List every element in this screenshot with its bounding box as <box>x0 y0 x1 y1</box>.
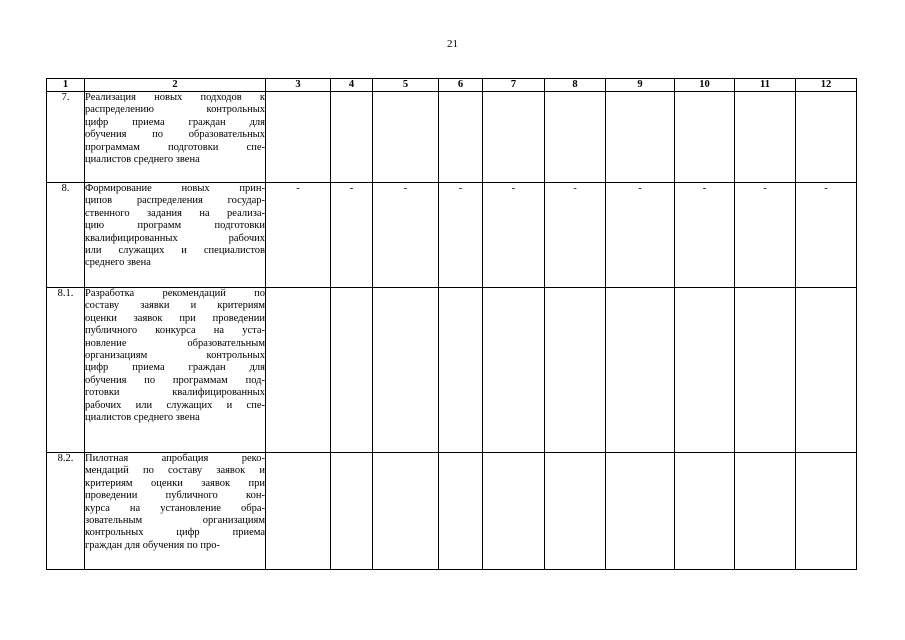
column-header: 12 <box>796 79 857 92</box>
value-cell: - <box>545 183 606 288</box>
value-cell <box>373 92 439 183</box>
row-description <box>85 288 266 453</box>
table-row <box>47 453 857 570</box>
page-number: 21 <box>447 38 458 50</box>
value-cell <box>545 288 606 453</box>
description-line: ственного задания на реализа- <box>85 207 265 219</box>
value-cell <box>331 92 373 183</box>
column-header: 9 <box>606 79 675 92</box>
value-cell <box>483 288 545 453</box>
row-description <box>85 453 266 570</box>
value-cell <box>675 92 735 183</box>
column-header: 7 <box>483 79 545 92</box>
value-cell <box>606 92 675 183</box>
description-line: Пилотная апробация реко- <box>85 453 265 464</box>
description-line: распределению контрольных <box>85 104 265 116</box>
description-line: цию программ подготовки <box>85 220 265 232</box>
description-line: рабочих или служащих и спе- <box>85 399 265 411</box>
column-header: 5 <box>373 79 439 92</box>
value-cell: - <box>606 183 675 288</box>
value-cell <box>266 453 331 570</box>
value-cell: - <box>735 183 796 288</box>
value-cell: - <box>675 183 735 288</box>
value-cell: - <box>796 183 857 288</box>
description-line: или служащих и специалистов <box>85 245 265 257</box>
description-line: готовки квалифицированных <box>85 387 265 399</box>
description-line: критериям оценки заявок при <box>85 477 265 489</box>
description-line: квалифицированных рабочих <box>85 232 265 244</box>
value-cell <box>331 453 373 570</box>
value-cell <box>266 288 331 453</box>
value-cell <box>483 453 545 570</box>
value-cell <box>483 92 545 183</box>
description-line: мендаций по составу заявок и <box>85 465 265 477</box>
description-line: зовательным организациям <box>85 515 265 527</box>
value-cell <box>266 92 331 183</box>
description-line: оценки заявок при проведении <box>85 312 265 324</box>
row-number: 8.2. <box>47 453 85 570</box>
value-cell: - <box>439 183 483 288</box>
row-description <box>85 92 266 183</box>
description-line: контрольных цифр приема <box>85 527 265 539</box>
description-line: циалистов среднего звена <box>85 154 200 166</box>
value-cell <box>735 92 796 183</box>
row-number: 8. <box>47 183 85 288</box>
description-line: циалистов среднего звена <box>85 412 200 424</box>
description-line: цифр приема граждан для <box>85 362 265 374</box>
description-line: граждан для обучения по про- <box>85 539 220 551</box>
column-header: 10 <box>675 79 735 92</box>
value-cell: - <box>331 183 373 288</box>
description-line: курса на установление обра- <box>85 502 265 514</box>
row-number: 7. <box>47 92 85 183</box>
description-line: новление образовательным <box>85 337 265 349</box>
description-line: цифр приема граждан для <box>85 116 265 128</box>
value-cell <box>545 92 606 183</box>
column-header: 3 <box>266 79 331 92</box>
row-number: 8.1. <box>47 288 85 453</box>
header-row <box>47 79 857 92</box>
table-row <box>47 92 857 183</box>
value-cell <box>606 288 675 453</box>
value-cell: - <box>483 183 545 288</box>
value-cell <box>373 453 439 570</box>
column-header: 11 <box>735 79 796 92</box>
column-header: 2 <box>85 79 266 92</box>
column-header: 4 <box>331 79 373 92</box>
value-cell <box>439 288 483 453</box>
value-cell <box>796 288 857 453</box>
value-cell: - <box>266 183 331 288</box>
description-line: Реализация новых подходов к <box>85 92 265 103</box>
column-header: 1 <box>47 79 85 92</box>
value-cell <box>331 288 373 453</box>
plan-table <box>46 78 857 570</box>
value-cell <box>675 288 735 453</box>
description-line: ципов распределения государ- <box>85 195 265 207</box>
column-header: 8 <box>545 79 606 92</box>
description-line: проведении публичного кон- <box>85 490 265 502</box>
row-description <box>85 183 266 288</box>
value-cell: - <box>373 183 439 288</box>
value-cell <box>439 453 483 570</box>
description-line: организациям контрольных <box>85 350 265 362</box>
value-cell <box>735 453 796 570</box>
description-line: Формирование новых прин- <box>85 183 265 194</box>
description-line: публичного конкурса на уста- <box>85 325 265 337</box>
value-cell <box>373 288 439 453</box>
column-header: 6 <box>439 79 483 92</box>
table-row <box>47 183 857 288</box>
description-line: обучения по образовательных <box>85 129 265 141</box>
value-cell <box>606 453 675 570</box>
value-cell <box>796 453 857 570</box>
value-cell <box>545 453 606 570</box>
description-line: программам подготовки спе- <box>85 141 265 153</box>
description-line: обучения по программам под- <box>85 374 265 386</box>
value-cell <box>735 288 796 453</box>
value-cell <box>675 453 735 570</box>
value-cell <box>439 92 483 183</box>
description-line: Разработка рекомендаций по <box>85 288 265 299</box>
value-cell <box>796 92 857 183</box>
description-line: составу заявки и критериям <box>85 300 265 312</box>
description-line: среднего звена <box>85 257 151 269</box>
table-row <box>47 288 857 453</box>
